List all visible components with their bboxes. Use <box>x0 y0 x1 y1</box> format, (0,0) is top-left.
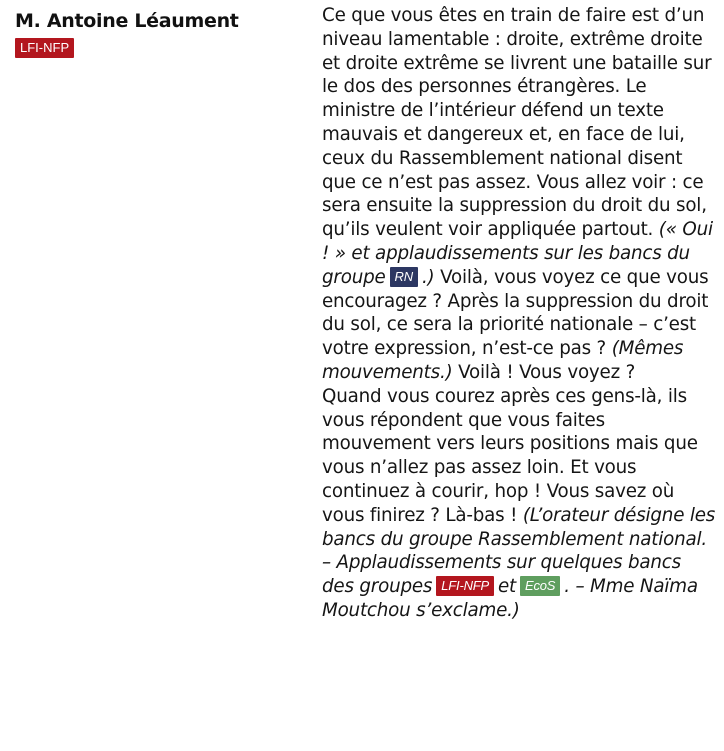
speaker-block <box>15 8 295 58</box>
speaker-group-badge: LFI-NFP <box>15 38 74 58</box>
stage-direction-end: .) <box>421 266 435 288</box>
stage-direction-text: (L’orateur désigne les bancs du groupe Rassemblement national. – Applaudissements sur quelques bancs des groupes <box>322 504 716 598</box>
stage-direction-text: (« Oui ! » et applaudissements sur les bancs du groupe <box>322 219 713 288</box>
speech-text-segment: Voilà, vous voyez ce que vous encouragez ? Après la suppression du droit du sol, ce sera la priorité nationale – c’est votre expression, n’est-ce pas ? <box>322 266 709 360</box>
speech-text-segment: Quand vous courez après ces gens-là, ils vous répondent que vous faites mouvement vers leurs positions mais que vous n’allez pas assez loin. Et vous continuez à courir, hop ! Vous savez où vous finirez ? Là-bas ! <box>322 385 698 526</box>
speech-text <box>322 4 718 623</box>
speech-text-segment: Voilà ! Vous voyez ? <box>458 361 636 383</box>
group-badge-ecos: EcoS <box>520 576 560 596</box>
stage-direction-text: et <box>497 576 516 598</box>
speech-paragraph-1 <box>322 4 718 385</box>
speaker-name: M. Antoine Léaument <box>15 10 239 32</box>
speech-paragraph-2 <box>322 385 718 623</box>
speech-text-segment: Ce que vous êtes en train de faire est d’un niveau lamentable : droite, extrême droite et droite extrême se livrent une bataille sur le dos des personnes étrangères. Le ministre de l’intérieur défend un texte mauvais et dangereux et, en face de lui, ceux du Rassemblement national disent que ce n’est pas assez. Vous allez voir : ce sera ensuite la suppression du droit du sol, qu’ils veulent voir appliquée partout. <box>322 5 712 241</box>
stage-direction: (Mêmes mouvements.) <box>322 338 684 383</box>
group-badge-lfi: LFI-NFP <box>436 576 494 596</box>
stage-direction-end: . – Mme Naïma Moutchou s’exclame.) <box>322 576 698 621</box>
group-badge-rn: RN <box>390 267 418 287</box>
